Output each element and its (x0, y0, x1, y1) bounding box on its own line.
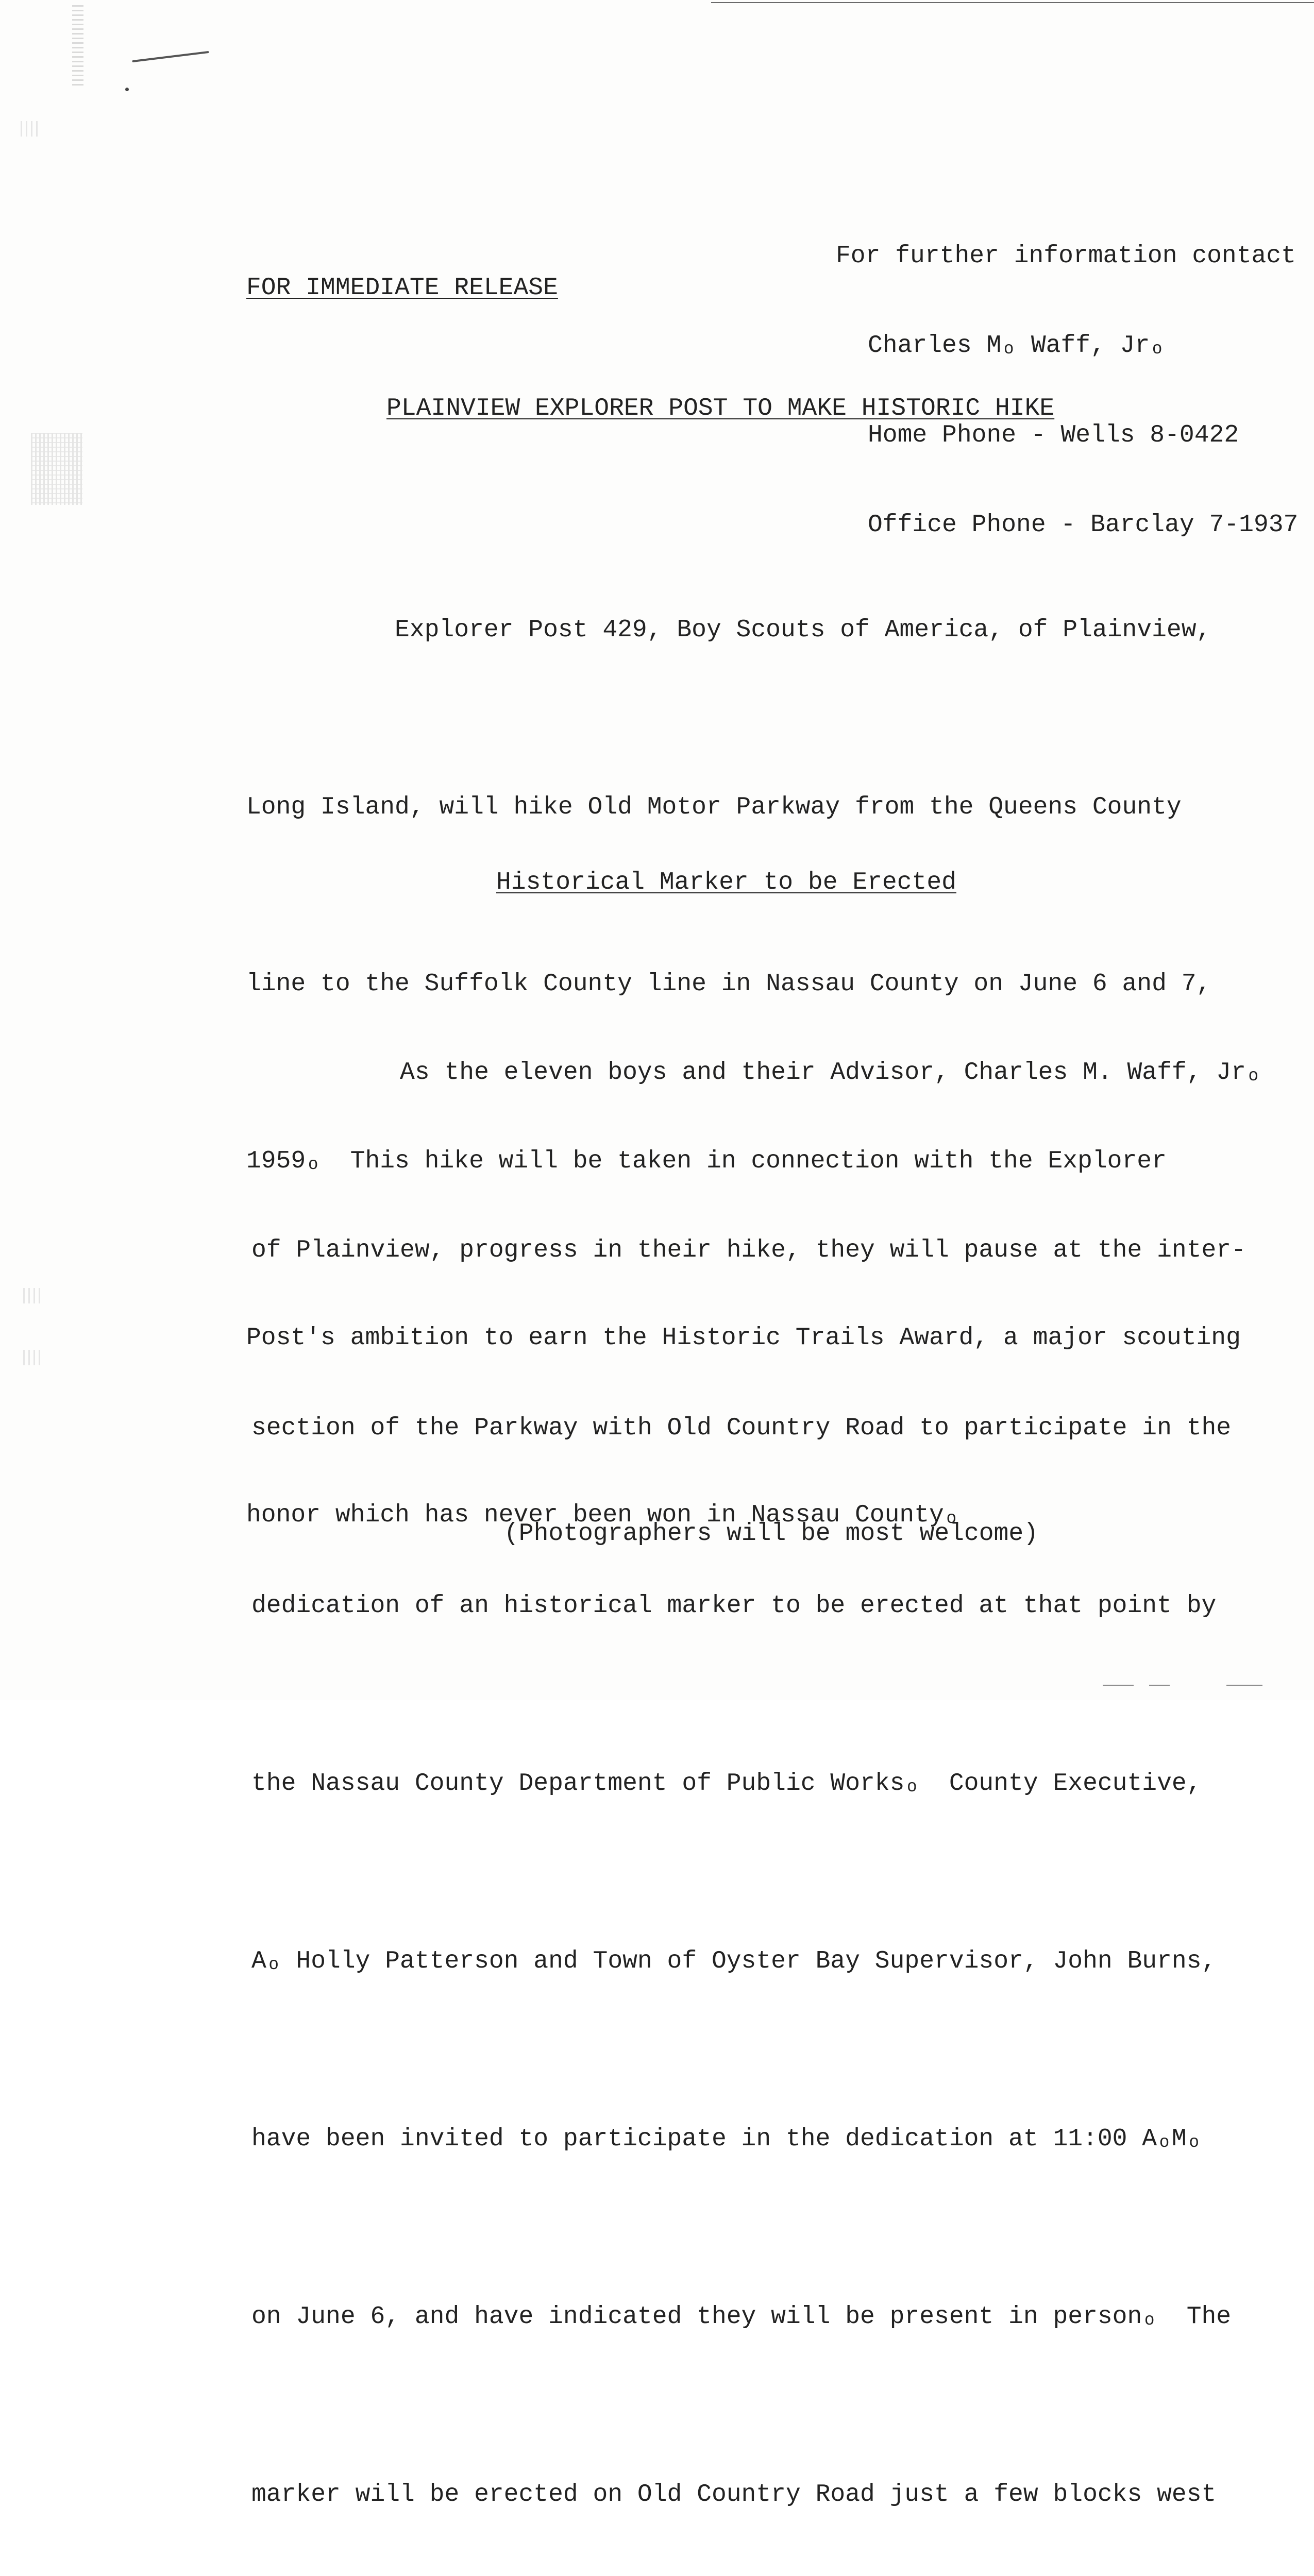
scan-speckle-column (72, 5, 83, 88)
paragraph-line: 1959ₒ This hike will be taken in connection with the Explorer (246, 1147, 1167, 1175)
release-label: FOR IMMEDIATE RELEASE (246, 274, 558, 302)
scan-speckle-block (31, 433, 82, 505)
contact-line: For further information contact (836, 242, 1296, 270)
paragraph-line: marker will be erected on Old Country Road just a few blocks west (251, 2481, 1217, 2509)
paragraph-line: As the eleven boys and their Advisor, Charles M. Waff, Jrₒ (251, 1059, 1261, 1087)
scan-speckle-small (23, 1350, 44, 1365)
paragraph-line: of Plainview, progress in their hike, they will pause at the inter- (251, 1236, 1246, 1264)
home-phone: Home Phone - Wells 8-0422 (868, 421, 1239, 449)
paragraph-line: honor which has never been won in Nassau Countyₒ (246, 1501, 959, 1529)
paragraph-line: Aₒ Holly Patterson and Town of Oyster Bay Supervisor, John Burns, (251, 1947, 1217, 1975)
paragraph-line: Post's ambition to earn the Historic Trails Award, a major scouting (246, 1324, 1241, 1352)
scan-speckle-small (23, 1288, 44, 1303)
scan-top-rule (711, 2, 1314, 3)
office-phone: Office Phone - Barclay 7-1937 (868, 511, 1299, 539)
pen-stroke-mark (132, 51, 209, 62)
contact-name: Charles Mₒ Waff, Jrₒ (868, 332, 1165, 360)
pen-dot-mark (125, 88, 129, 91)
paragraph-line: Explorer Post 429, Boy Scouts of America, of Plainview, (246, 616, 1211, 644)
closing-note: (Photographers will be most welcome) (504, 1520, 1038, 1548)
scan-speckle-small (21, 121, 41, 137)
headline: PLAINVIEW EXPLORER POST TO MAKE HISTORIC HIKE (386, 395, 1055, 422)
subheading: Historical Marker to be Erected (496, 869, 956, 896)
paragraph-line: section of the Parkway with Old Country Road to participate in the (251, 1414, 1232, 1442)
body-paragraph-2 (251, 925, 1261, 2576)
paragraph-line: dedication of an historical marker to be erected at that point by (251, 1592, 1217, 1620)
paragraph-line: have been invited to participate in the dedication at 11:00 AₒMₒ (251, 2125, 1202, 2153)
paragraph-line: the Nassau County Department of Public Worksₒ County Executive, (251, 1770, 1202, 1798)
paragraph-line: line to the Suffolk County line in Nassau County on June 6 and 7, (246, 970, 1211, 998)
paragraph-line: on June 6, and have indicated they will be present in personₒ The (251, 2303, 1232, 2331)
paragraph-line: Long Island, will hike Old Motor Parkway from the Queens County (246, 793, 1182, 821)
